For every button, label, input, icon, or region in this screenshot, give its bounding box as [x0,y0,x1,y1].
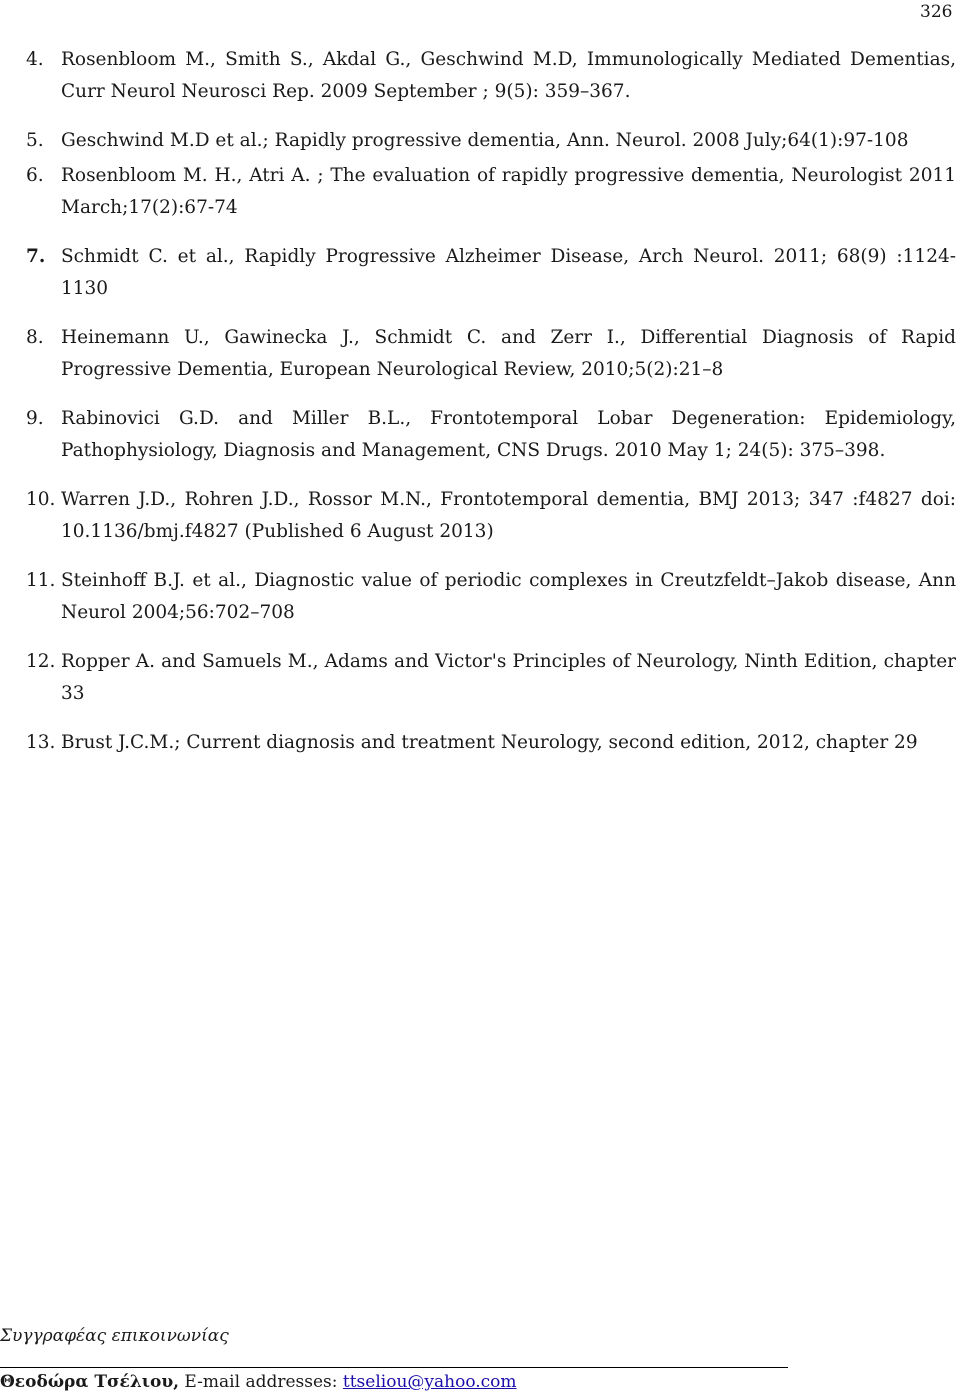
reference-item [26,565,956,629]
reference-item [26,160,956,224]
reference-item [26,484,956,548]
reference-number: 13. [26,732,56,753]
reference-text: Brust J.C.M.; Current diagnosis and treatment Neurology, second edition, 2012, chapter 29 [61,732,918,753]
reference-text: Steinhoff B.J. et al., Diagnostic value of periodic complexes in Creutzfeldt–Jakob disease, Ann Neurol 2004;56:702–708 [61,570,956,623]
author-name: Θεοδώρα Τσέλιου, [0,1372,180,1392]
contact-line [0,1372,517,1392]
reference-text: Geschwind M.D et al.; Rapidly progressive dementia, Ann. Neurol. 2008 July;64(1):97-108 [61,130,909,151]
reference-number: 10. [26,489,56,510]
reference-number: 7. [26,246,46,267]
reference-number: 11. [26,570,56,591]
reference-number: 4. [26,49,44,70]
reference-text: Schmidt C. et al., Rapidly Progressive Alzheimer Disease, Arch Neurol. 2011; 68(9) :1124-1130 [61,246,956,299]
reference-number: 12. [26,651,56,672]
reference-number: 5. [26,130,44,151]
reference-text: Rosenbloom M. H., Atri A. ; The evaluation of rapidly progressive dementia, Neurologist 2011 March;17(2):67-74 [61,165,956,218]
reference-item [26,727,956,759]
reference-item [26,241,956,305]
reference-number: 6. [26,165,44,186]
reference-text: Rabinovici G.D. and Miller B.L., Frontotemporal Lobar Degeneration: Epidemiology, Pathophysiology, Diagnosis and Management, CNS Drugs. 2010 May 1; 24(5): 375–398. [61,408,956,461]
reference-text: Warren J.D., Rohren J.D., Rossor M.N., Frontotemporal dementia, BMJ 2013; 347 :f4827 doi: 10.1136/bmj.f4827 (Published 6 August 2013) [61,489,956,542]
email-label: E-mail addresses: [179,1372,343,1392]
reference-number: 9. [26,408,44,429]
reference-item [26,125,956,157]
page-number: 326 [920,2,953,22]
reference-item [26,646,956,710]
reference-item [26,44,956,108]
reference-item [26,322,956,386]
email-link[interactable]: ttseliou@yahoo.com [342,1372,517,1392]
reference-text: Rosenbloom M., Smith S., Akdal G., Geschwind M.D, Immunologically Mediated Dementias, Curr Neurol Neurosci Rep. 2009 September ; 9(5): 359–367. [61,49,956,102]
corresponding-author-heading: Συγγραφέας επικοινωνίας [0,1326,229,1346]
reference-list [26,44,956,776]
reference-text: Ropper A. and Samuels M., Adams and Victor's Principles of Neurology, Ninth Edition, chapter 33 [61,651,956,704]
reference-text: Heinemann U., Gawinecka J., Schmidt C. and Zerr I., Differential Diagnosis of Rapid Progressive Dementia, European Neurological Review, 2010;5(2):21–8 [61,327,956,380]
reference-number: 8. [26,327,44,348]
reference-item [26,403,956,467]
footer-divider [0,1367,788,1368]
